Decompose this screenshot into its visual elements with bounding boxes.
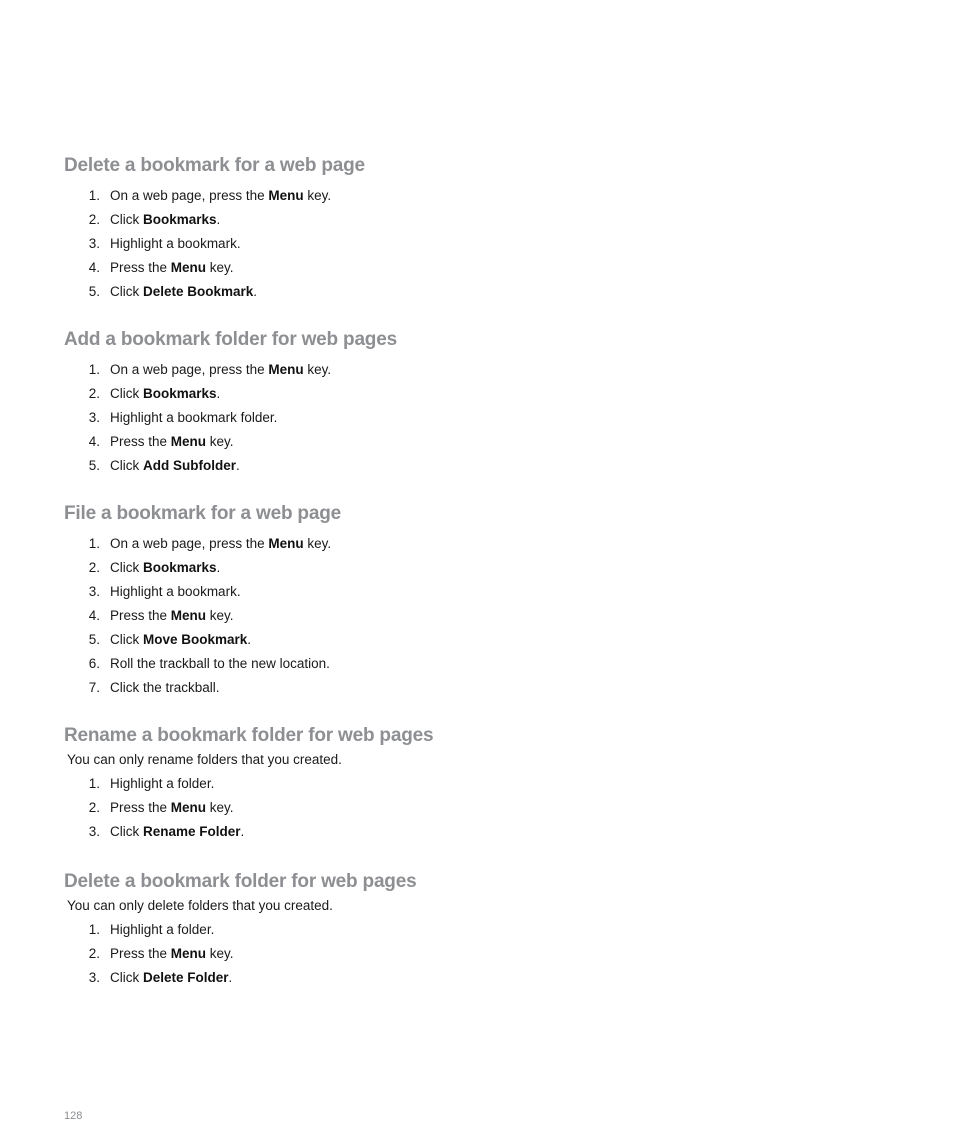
step-text: [110, 820, 244, 844]
list-item: [64, 430, 884, 454]
section-title: Add a bookmark folder for web pages: [64, 329, 397, 350]
step-text: [110, 208, 220, 232]
list-item: [64, 532, 884, 556]
section-title: Delete a bookmark folder for web pages: [64, 871, 417, 892]
step-text-fragment: key.: [206, 434, 234, 449]
list-item: [64, 232, 884, 256]
step-number: 1.: [88, 536, 100, 551]
step-text-fragment: On a web page, press the: [110, 536, 269, 551]
step-text-fragment: .: [216, 212, 221, 227]
step-text-fragment: .: [228, 970, 233, 985]
step-number: 2.: [88, 560, 100, 575]
step-text-fragment: Click: [110, 632, 143, 647]
step-text-fragment: Click: [110, 560, 143, 575]
section-intro: You can only delete folders that you created.: [67, 898, 333, 913]
step-text-fragment: Press the: [110, 608, 171, 623]
page-number: 128: [64, 1110, 83, 1122]
list-item: [64, 772, 884, 796]
list-item: [64, 628, 884, 652]
ui-term: Menu: [268, 362, 304, 377]
step-text-fragment: key.: [303, 188, 332, 203]
step-text-fragment: Highlight a folder.: [110, 922, 215, 937]
list-item: [64, 208, 884, 232]
steps-list: [64, 532, 884, 700]
list-item: [64, 454, 884, 478]
step-text-fragment: On a web page, press the: [110, 188, 269, 203]
list-item: [64, 382, 884, 406]
section-delete-bookmark-folder: [64, 870, 884, 990]
section-intro: You can only rename folders that you created.: [67, 752, 342, 767]
step-text: [110, 580, 241, 604]
step-text: [110, 942, 234, 966]
step-number: 2.: [88, 212, 100, 227]
ui-term: Move Bookmark: [143, 632, 248, 647]
step-number: 3.: [88, 824, 100, 839]
step-text-fragment: Highlight a bookmark.: [110, 584, 241, 599]
steps-list: [64, 184, 884, 304]
step-number: 5.: [88, 458, 100, 473]
step-text-fragment: Click: [110, 386, 143, 401]
step-number: 2.: [88, 946, 100, 961]
step-number: 3.: [88, 236, 100, 251]
step-text: [110, 918, 214, 942]
step-text: [110, 772, 214, 796]
step-number: 3.: [88, 970, 100, 985]
step-text: [110, 796, 234, 820]
step-text-fragment: key.: [206, 608, 234, 623]
step-text-fragment: Click: [110, 212, 143, 227]
ui-term: Bookmarks: [143, 386, 217, 401]
step-number: 5.: [88, 284, 100, 299]
list-item: [64, 820, 884, 844]
step-number: 4.: [88, 260, 100, 275]
step-text: [110, 556, 220, 580]
ui-term: Bookmarks: [143, 212, 217, 227]
step-text-fragment: .: [236, 458, 240, 473]
step-text-fragment: key.: [206, 800, 234, 815]
step-number: 3.: [88, 410, 100, 425]
section-file-bookmark: [64, 502, 884, 700]
step-number: 1.: [88, 362, 100, 377]
steps-list: [64, 772, 884, 844]
step-number: 6.: [88, 656, 100, 671]
list-item: [64, 796, 884, 820]
steps-list: [64, 358, 884, 478]
step-text-fragment: Click: [110, 458, 143, 473]
step-number: 1.: [88, 922, 100, 937]
step-text: [110, 382, 220, 406]
step-text: [110, 676, 220, 700]
section-title: File a bookmark for a web page: [64, 503, 341, 524]
step-text-fragment: Highlight a bookmark.: [110, 236, 241, 251]
step-text-fragment: Highlight a bookmark folder.: [110, 410, 278, 425]
step-text-fragment: key.: [206, 260, 234, 275]
list-item: [64, 358, 884, 382]
step-text: [110, 232, 241, 256]
list-item: [64, 966, 884, 990]
step-text-fragment: key.: [303, 536, 332, 551]
step-text-fragment: Click: [110, 970, 143, 985]
step-number: 4.: [88, 434, 100, 449]
ui-term: Menu: [170, 260, 207, 275]
step-number: 2.: [88, 386, 100, 401]
list-item: [64, 280, 884, 304]
step-text: [110, 358, 331, 382]
step-text-fragment: Press the: [110, 946, 171, 961]
list-item: [64, 184, 884, 208]
list-item: [64, 580, 884, 604]
list-item: [64, 918, 884, 942]
step-text: [110, 604, 234, 628]
step-text-fragment: key.: [303, 362, 332, 377]
step-text-fragment: Roll the trackball to the new location.: [110, 656, 330, 671]
step-text-fragment: Press the: [110, 800, 171, 815]
step-text-fragment: .: [240, 824, 245, 839]
list-item: [64, 604, 884, 628]
section-title: Rename a bookmark folder for web pages: [64, 725, 434, 746]
step-text: [110, 256, 234, 280]
ui-term: Delete Folder: [143, 970, 229, 985]
step-number: 7.: [88, 680, 100, 695]
list-item: [64, 942, 884, 966]
section-rename-bookmark-folder: [64, 724, 884, 844]
step-number: 2.: [88, 800, 100, 815]
step-text-fragment: Press the: [110, 434, 171, 449]
ui-term: Menu: [268, 536, 304, 551]
step-text: [110, 184, 331, 208]
list-item: [64, 652, 884, 676]
step-text-fragment: .: [216, 560, 221, 575]
list-item: [64, 256, 884, 280]
step-text-fragment: On a web page, press the: [110, 362, 269, 377]
ui-term: Bookmarks: [143, 560, 217, 575]
list-item: [64, 556, 884, 580]
step-number: 1.: [88, 776, 100, 791]
step-number: 4.: [88, 608, 100, 623]
step-number: 5.: [88, 632, 100, 647]
step-text: [110, 280, 257, 304]
step-text-fragment: .: [247, 632, 252, 647]
step-text-fragment: key.: [206, 946, 234, 961]
steps-list: [64, 918, 884, 990]
step-text-fragment: Click the trackball.: [110, 680, 220, 695]
step-text: [110, 532, 331, 556]
step-text: [110, 406, 277, 430]
step-number: 1.: [88, 188, 100, 203]
list-item: [64, 406, 884, 430]
ui-term: Rename Folder: [143, 824, 241, 839]
section-delete-bookmark: [64, 154, 884, 304]
ui-term: Menu: [170, 434, 207, 449]
step-text-fragment: Click: [110, 284, 143, 299]
ui-term: Menu: [170, 800, 207, 815]
step-text: [110, 966, 232, 990]
list-item: [64, 676, 884, 700]
step-number: 3.: [88, 584, 100, 599]
step-text: [110, 430, 234, 454]
step-text-fragment: Press the: [110, 260, 171, 275]
step-text-fragment: .: [216, 386, 221, 401]
ui-term: Delete Bookmark: [143, 284, 254, 299]
step-text-fragment: Highlight a folder.: [110, 776, 215, 791]
step-text: [110, 652, 330, 676]
step-text-fragment: .: [253, 284, 258, 299]
ui-term: Add Subfolder: [143, 458, 236, 473]
ui-term: Menu: [170, 946, 207, 961]
step-text: [110, 454, 240, 478]
section-add-bookmark-folder: [64, 328, 884, 478]
ui-term: Menu: [268, 188, 304, 203]
step-text: [110, 628, 251, 652]
ui-term: Menu: [170, 608, 207, 623]
step-text-fragment: Click: [110, 824, 143, 839]
section-title: Delete a bookmark for a web page: [64, 155, 365, 176]
